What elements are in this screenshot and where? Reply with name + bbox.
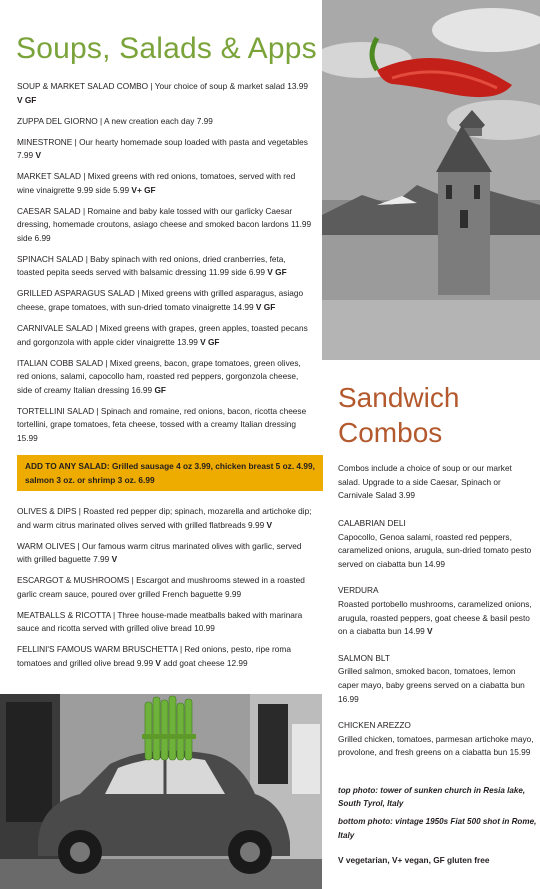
sandwich-price: 14.99 (424, 558, 446, 569)
item-diet-tags: V GF (267, 267, 287, 278)
menu-item (17, 505, 317, 532)
item-name: FELLINI'S FAMOUS WARM BRUSCHETTA (17, 644, 178, 655)
sandwich-price: 14.99 (403, 626, 428, 637)
sandwich-description: Grilled chicken, tomatoes, parmesan artichoke mayo, provolone, and fresh greens on a ciabatta bun (338, 733, 534, 758)
sandwich-description: Grilled salmon, smoked bacon, tomatoes, lemon caper mayo, baby greens served on a ciabatta bun (338, 666, 525, 690)
item-description: | Your choice of soup & market salad (148, 81, 288, 91)
item-name: ESCARGOT & MUSHROOMS (17, 575, 130, 586)
item-diet-tags: V (155, 657, 161, 668)
item-price: 7.99 (93, 554, 112, 565)
menu-item (17, 643, 317, 670)
sunken-church-tower-photo (322, 0, 540, 360)
item-diet-tags: V GF (255, 302, 276, 313)
menu-item (17, 170, 313, 197)
item-diet-tags: V+ GF (131, 184, 156, 195)
combo-intro-text: Combos include a choice of soup or our market salad. Upgrade to a side Caesar, Spinach or Carnivale Salad 3.99 (338, 463, 512, 501)
heading-line-2: Combos (338, 417, 443, 448)
sandwich-item (338, 584, 534, 638)
item-name: SPINACH SALAD (17, 253, 84, 264)
item-description: | Roasted red pepper dip; spinach, mozarella and artichoke dip; and warm citrus marinated olives served with grilled flatbreads (17, 506, 312, 530)
salad-addon-banner: ADD TO ANY SALAD: Grilled sausage 4 oz 3.99, chicken breast 5 oz. 4.99, salmon 3 oz. or shrimp 3 oz. 6.99 (17, 455, 323, 491)
item-price: 13.99 (287, 81, 308, 91)
sandwich-name: CALABRIAN DELI (338, 518, 406, 528)
item-diet-tags: V GF (17, 94, 37, 105)
item-description: | Red onions, pesto, ripe roma tomatoes and grilled olive bread (17, 644, 291, 668)
item-extra: add goat cheese 12.99 (160, 657, 248, 668)
item-description: | Mixed greens with grapes, green apples, toasted pecans and gorgonzola with apple cider vinaigrette (17, 323, 308, 347)
item-price: 15.99 (17, 432, 38, 443)
item-name: ZUPPA DEL GIORNO (17, 115, 98, 126)
menu-item (17, 540, 317, 567)
menu-item (17, 287, 313, 314)
item-price: 9.99 side 5.99 (76, 184, 132, 195)
item-diet-tags: V GF (200, 336, 220, 347)
item-description: | Mixed greens, bacon, grape tomatoes, green olives, red onions, salami, capocollo ham, roasted red peppers, gorgonzola cheese, side of creamy Italian dressing (17, 357, 301, 395)
item-description: | Three house-made meatballs baked with marinara sauce and ricotta served with grilled olive bread (17, 609, 303, 634)
menu-item (17, 253, 313, 280)
menu-item (17, 115, 313, 129)
item-diet-tags: V (266, 519, 273, 530)
appetizers-list (17, 505, 317, 678)
diet-legend: V vegetarian, V+ vegan, GF gluten free (338, 855, 490, 865)
item-description: | A new creation each day (97, 115, 197, 126)
menu-item (17, 205, 313, 246)
item-diet-tags: V (35, 150, 42, 161)
photo-credits (338, 784, 538, 847)
menu-item (17, 136, 313, 163)
item-price: 11.99 side 6.99 (208, 267, 268, 278)
sandwich-list (338, 517, 534, 773)
sandwich-diet-tags: V (427, 626, 433, 637)
item-diet-tags: V (111, 554, 118, 565)
menu-item (17, 357, 313, 398)
item-description: | Escargot and mushrooms stewed in a roasted garlic cream sauce, poured over grilled French baguette (17, 575, 305, 599)
item-description: | Spinach and romaine, red onions, bacon, ricotta cheese tortellini, grape tomatoes, feta cheese, tossed with a creamy Italian dressing (17, 405, 307, 430)
item-name: CARNIVALE SALAD (17, 323, 93, 334)
item-description: | Our famous warm citrus marinated olives with garlic, served with grilled baguette (17, 540, 302, 565)
item-description: | Mixed greens with grilled asparagus, asiago cheese, grape tomatoes, with sun-dried tomato vinaigrette (17, 288, 304, 313)
item-name: TORTELLINI SALAD (17, 405, 95, 416)
item-diet-tags: GF (154, 384, 166, 395)
item-name: SOUP & MARKET SALAD COMBO (17, 81, 149, 91)
item-description: | Baby spinach with red onions, dried cranberries, feta, toasted pepita seeds served with balsamic dressing (17, 253, 286, 278)
item-name: GRILLED ASPARAGUS SALAD (17, 288, 135, 299)
sandwich-price: 16.99 (338, 693, 359, 704)
item-name: WARM OLIVES (17, 540, 76, 551)
item-price: 11.99 side 6.99 (17, 219, 312, 243)
top-photo-credit: top photo: tower of sunken church in Resia lake, South Tyrol, Italy (338, 786, 526, 809)
item-price: 10.99 (194, 623, 215, 634)
item-price: 13.99 (177, 336, 201, 347)
item-price: 7.99 (196, 115, 213, 126)
sandwich-combos-heading (338, 380, 459, 450)
item-description: | Romaine and baby kale tossed with our garlicky Caesar dressing, homemade croutons, asiago cheese and smoked bacon lardons (17, 205, 293, 230)
sandwich-item (338, 719, 534, 760)
right-column (322, 0, 540, 889)
item-price: 9.99 (225, 588, 242, 599)
menu-item (17, 322, 313, 349)
sandwich-description: Capocollo, Genoa salami, roasted red peppers, caramelized onions, arugula, sun-dried tomato pesto served on ciabatta bun (338, 531, 532, 569)
soups-salads-apps-heading: Soups, Salads & Apps (16, 32, 317, 65)
menu-item (17, 574, 317, 601)
sandwich-item (338, 517, 534, 571)
heading-line-1: Sandwich (338, 382, 460, 413)
soups-salads-list (17, 80, 313, 453)
menu-item (17, 80, 313, 107)
menu-item (17, 405, 313, 446)
item-price: 16.99 (131, 384, 155, 395)
fiat-500-asparagus-photo (0, 694, 322, 889)
sandwich-name: SALMON BLT (338, 652, 390, 663)
item-price: 9.99 (248, 519, 267, 530)
sandwich-price: 15.99 (509, 747, 531, 758)
menu-item (17, 609, 317, 636)
item-name: OLIVES & DIPS (17, 506, 77, 516)
item-price: 14.99 (232, 302, 256, 313)
item-name: MEATBALLS & RICOTTA (17, 609, 111, 620)
sandwich-name: CHICKEN AREZZO (338, 720, 411, 731)
item-description: | Mixed greens with red onions, tomatoes, served with red wine vinaigrette (17, 171, 296, 195)
bottom-photo-credit: bottom photo: vintage 1950s Fiat 500 shot in Rome, Italy (338, 817, 537, 840)
item-price: 7.99 (17, 150, 36, 161)
item-name: MINESTRONE (17, 136, 73, 147)
sandwich-item (338, 652, 534, 706)
sandwich-name: VERDURA (338, 585, 379, 596)
item-description: | Our hearty homemade soup loaded with pasta and vegetables (72, 136, 308, 147)
sandwich-description: Roasted portobello mushrooms, caramelized onions, arugula, roasted peppers, goat cheese & basil pesto on a ciabatta bun (338, 598, 532, 637)
item-name: ITALIAN COBB SALAD (17, 357, 104, 368)
item-name: MARKET SALAD (17, 171, 81, 182)
item-price: 9.99 (136, 657, 156, 668)
item-name: CAESAR SALAD (17, 205, 81, 216)
